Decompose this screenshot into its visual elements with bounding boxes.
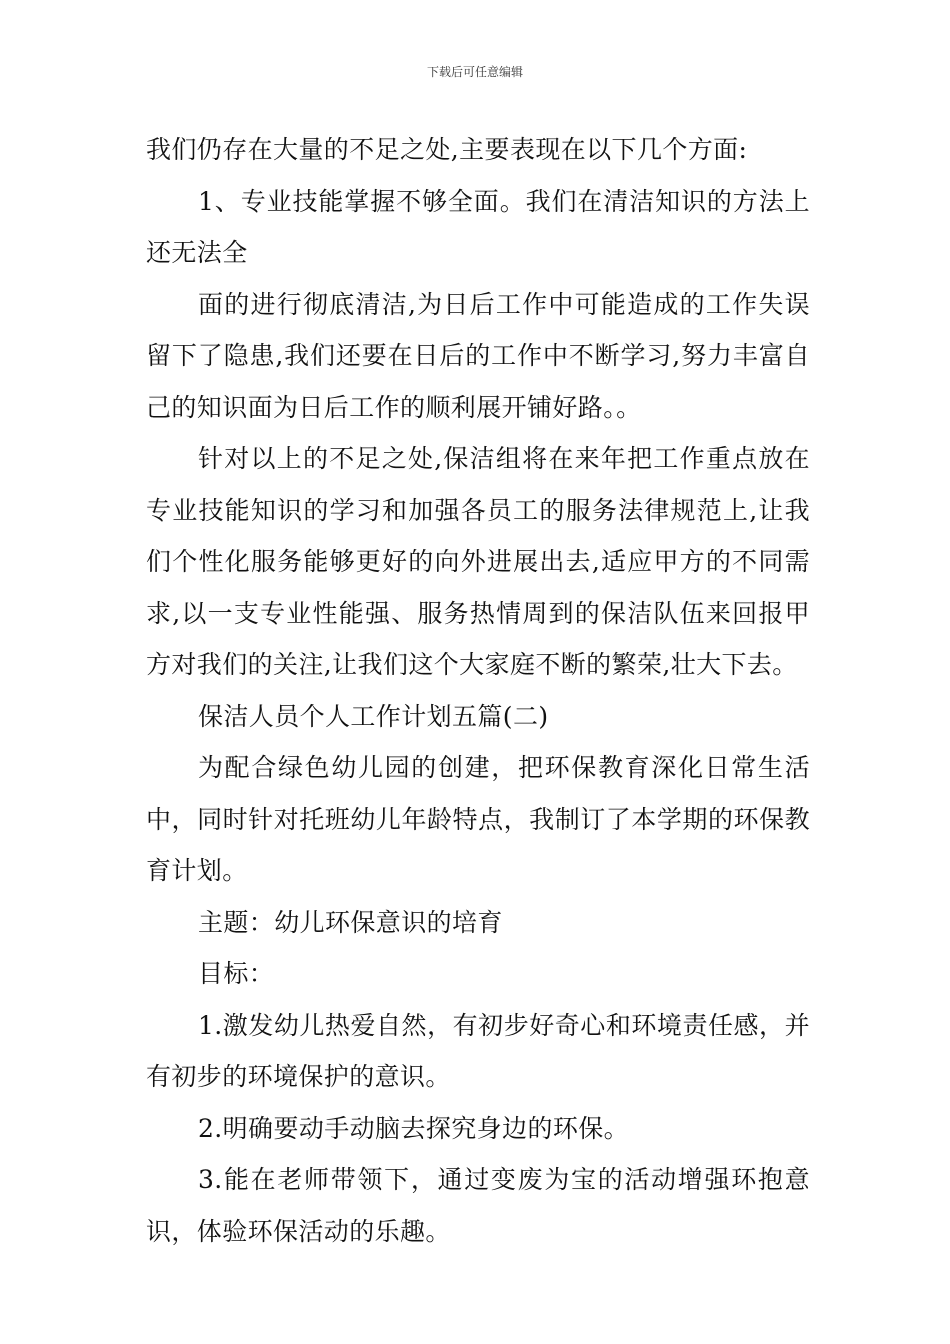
paragraph-plan-intro: 为配合绿色幼儿园的创建，把环保教育深化日常生活中，同时针对托班幼儿年龄特点，我制订了本学期的环保教育计划。 [146, 753, 810, 885]
paragraph-point-1-continued: 面的进行彻底清洁,为日后工作中可能造成的工作失误留下了隐患,我们还要在日后的工作中不断学习,努力丰富自己的知识面为日后工作的顺利展开铺好路。。 [146, 289, 810, 422]
paragraph-improvement: 针对以上的不足之处,保洁组将在来年把工作重点放在专业技能知识的学习和加强各员工的服务法律规范上,让我们个性化服务能够更好的向外进展出去,适应甲方的不同需求,以一支专业性能强、服务热情周到的保洁队伍来回报甲方对我们的关注,让我们这个大家庭不断的繁荣,壮大下去。 [146, 444, 810, 679]
section-heading: 保洁人员个人工作计划五篇(二) [198, 701, 549, 731]
paragraph-intro: 我们仍存在大量的不足之处,主要表现在以下几个方面: [146, 135, 748, 164]
goal-item-3: 3.能在老师带领下，通过变废为宝的活动增强环抱意识，体验环保活动的乐趣。 [146, 1165, 810, 1246]
goal-item-1: 1.激发幼儿热爱自然，有初步好奇心和环境责任感，并有初步的环境保护的意识。 [146, 1010, 810, 1091]
paragraph-goals-label: 目标： [198, 959, 275, 988]
paragraph-theme: 主题：幼儿环保意识的培育 [198, 907, 503, 937]
document-body [146, 124, 810, 1257]
goal-item-2: 2.明确要动手动脑去探究身边的环保。 [198, 1113, 630, 1143]
page-header: 下载后可任意编辑 [426, 65, 523, 79]
paragraph-point-1: 1、专业技能掌握不够全面。我们在清洁知识的方法上还无法全 [146, 186, 810, 267]
